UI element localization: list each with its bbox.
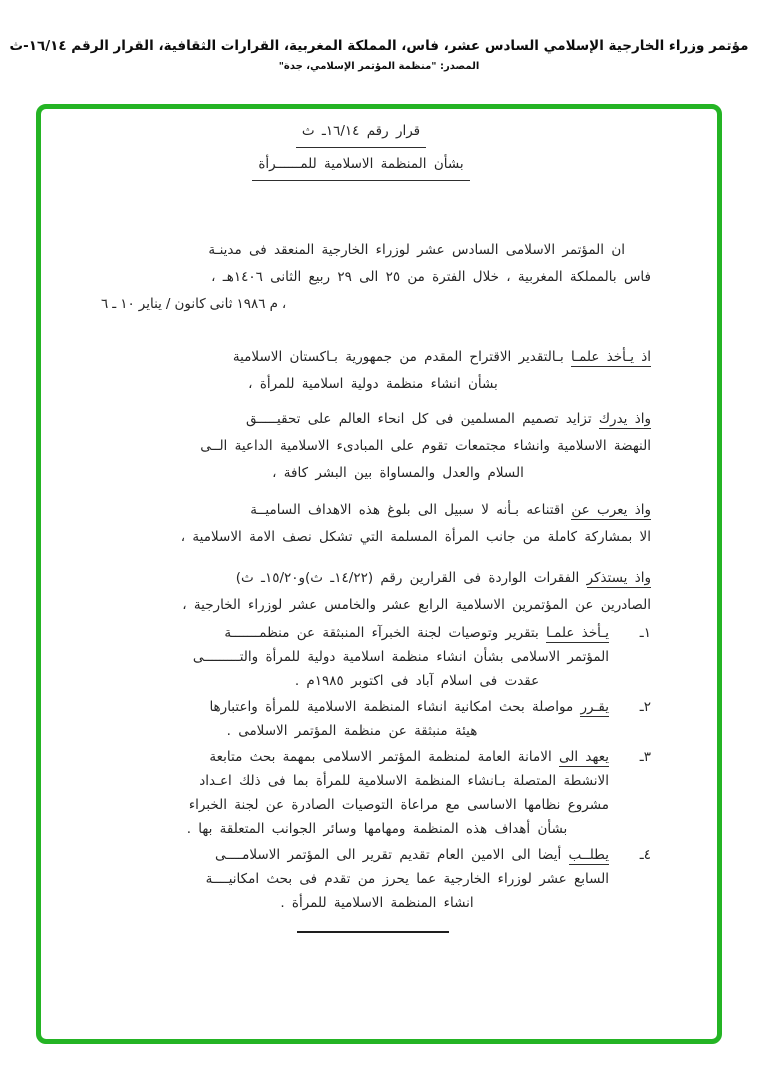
- lead-underline: اذ يـأخذ علمـا: [571, 349, 651, 365]
- item-text: [95, 745, 609, 841]
- header-conference-line: مؤتمر وزراء الخارجية الإسلامي السادس عشر، فاس، المملكة المغربية، القرارات الثقافية، القرار الرقم ١٦/١٤-ث: [9, 38, 749, 54]
- text-line: [95, 565, 651, 592]
- operative-item-4: [95, 843, 651, 915]
- text-line: انشاء المنظمة الاسلامية للمرأة .: [280, 895, 474, 911]
- text-line: الا بمشاركة كاملة من جانب المرأة المسلمة التي تشكل نصف الامة الاسلامية ،: [180, 529, 651, 545]
- text-line: السابع عشر لوزراء الخارجية عما يحرز من تقدم فى بحث امكانيــــة: [205, 871, 609, 887]
- paragraph-preamble-3: [95, 406, 651, 487]
- item-number: ٢ـ: [639, 699, 651, 715]
- text-line: [95, 621, 609, 645]
- paragraph-preamble-2: [95, 344, 651, 398]
- text-line: النهضة الاسلامية وانشاء مجتمعات تقوم على المبادىء الاسلامية الداعية الــى: [200, 438, 651, 454]
- green-border-frame: [36, 104, 722, 1044]
- paragraph-preamble-4: [95, 497, 651, 551]
- lead-underline: يطلــب: [568, 847, 609, 863]
- header-source-line: المصدر: "منظمة المؤتمر الإسلامي، جدة": [278, 61, 480, 72]
- item-text: [95, 695, 609, 743]
- text-line: [95, 695, 609, 719]
- item-number: ٣ـ: [639, 749, 651, 765]
- operative-item-1: [95, 621, 651, 693]
- item-text: [95, 621, 609, 693]
- resolution-body: [41, 109, 717, 933]
- text-line: [95, 745, 609, 769]
- text-line: فاس بالمملكة المغربية ، خلال الفترة من ٢٥ الى ٢٩ ربيع الثانى ١٤٠٦هـ ،: [211, 269, 651, 285]
- item-number: ١ـ: [639, 625, 651, 641]
- resolution-title: [83, 119, 639, 181]
- text-line: [95, 843, 609, 867]
- document-header: [0, 38, 758, 72]
- lead-underline: يقـرر: [580, 699, 609, 715]
- item-number: ٤ـ: [639, 847, 651, 863]
- lead-underline: يعهد الى: [559, 749, 609, 765]
- lead-underline: يـأخذ علمـا: [546, 625, 609, 641]
- line-rest: تزايد تصميم المسلمين فى كل انحاء العالم على تحقيـــــق: [246, 411, 599, 427]
- text-line: ان المؤتمر الاسلامى السادس عشر لوزراء الخارجية المنعقد فى مدينـة: [208, 242, 625, 258]
- text-line: هيئة منبثقة عن منظمة المؤتمر الاسلامى .: [226, 723, 478, 739]
- line-rest: الفقرات الواردة فى القرارين رقم (١٤/٢٢ـ ث)و١٥/٢٠ـ ث): [235, 570, 587, 586]
- text-line: بشأن انشاء منظمة دولية اسلامية للمرأة ،: [248, 376, 498, 392]
- line-rest: بـالتقدير الاقتراح المقدم من جمهورية بـاكستان الاسلامية: [232, 349, 571, 365]
- text-line: [95, 497, 651, 524]
- text-line: عقدت فى اسلام آباد فى اكتوبر ١٩٨٥م .: [294, 673, 540, 689]
- text-line: [95, 344, 651, 371]
- resolution-number-title: قرار رقم ١٦/١٤ـ ث: [296, 119, 426, 148]
- resolution-subject-title: بشأن المنظمة الاسلامية للمــــــرأة: [252, 152, 469, 181]
- operative-item-2: [95, 695, 651, 743]
- paragraph-preamble-1: [95, 237, 651, 318]
- separator-rule: [297, 931, 449, 933]
- text-line: [95, 406, 651, 433]
- text-line: السلام والعدل والمساواة بين البشر كافة ،: [272, 465, 524, 481]
- lead-underline: واذ يعرب عن: [571, 502, 651, 518]
- date-line: ٦ ـ ١٠ يناير / كانون ثانى ١٩٨٦ م ،: [101, 296, 287, 312]
- line-rest: الامانة العامة لمنظمة المؤتمر الاسلامى بمهمة بحث متابعة: [209, 749, 559, 765]
- line-rest: أيضا الى الامين العام تقديم تقرير الى المؤتمر الاسلامــــى: [215, 847, 569, 863]
- lead-underline: واذ يدرك: [598, 411, 651, 427]
- text-line: الصادرين عن المؤتمرين الاسلامية الرابع عشر والخامس عشر لوزراء الخارجية ،: [182, 597, 651, 613]
- lead-underline: واذ يستذكر: [586, 570, 651, 586]
- text-line: بشأن أهداف هذه المنظمة ومهامها وسائر الجوانب المتعلقة بها .: [186, 821, 568, 837]
- paragraph-preamble-5: [95, 565, 651, 619]
- line-rest: مواصلة بحث امكانية انشاء المنظمة الاسلامية للمرأة واعتبارها: [209, 699, 581, 715]
- item-text: [95, 843, 609, 915]
- text-line: الانشطة المتصلة بـانشاء المنظمة الاسلامية للمرأة بما فى ذلك اعـداد: [199, 773, 609, 789]
- operative-item-3: [95, 745, 651, 841]
- line-rest: بتقرير وتوصيات لجنة الخبرآء المنبثقة عن منظمـــــــة: [224, 625, 547, 641]
- text-line: المؤتمر الاسلامى بشأن انشاء منظمة اسلامية دولية للمرأة والتـــــــــى: [192, 649, 609, 665]
- line-rest: اقتناعه بـأنه لا سبيل الى بلوغ هذه الاهداف الساميــة: [250, 502, 572, 518]
- text-line: مشروع نظامها الاساسى مع مراعاة التوصيات الصادرة عن لجنة الخبراء: [188, 797, 609, 813]
